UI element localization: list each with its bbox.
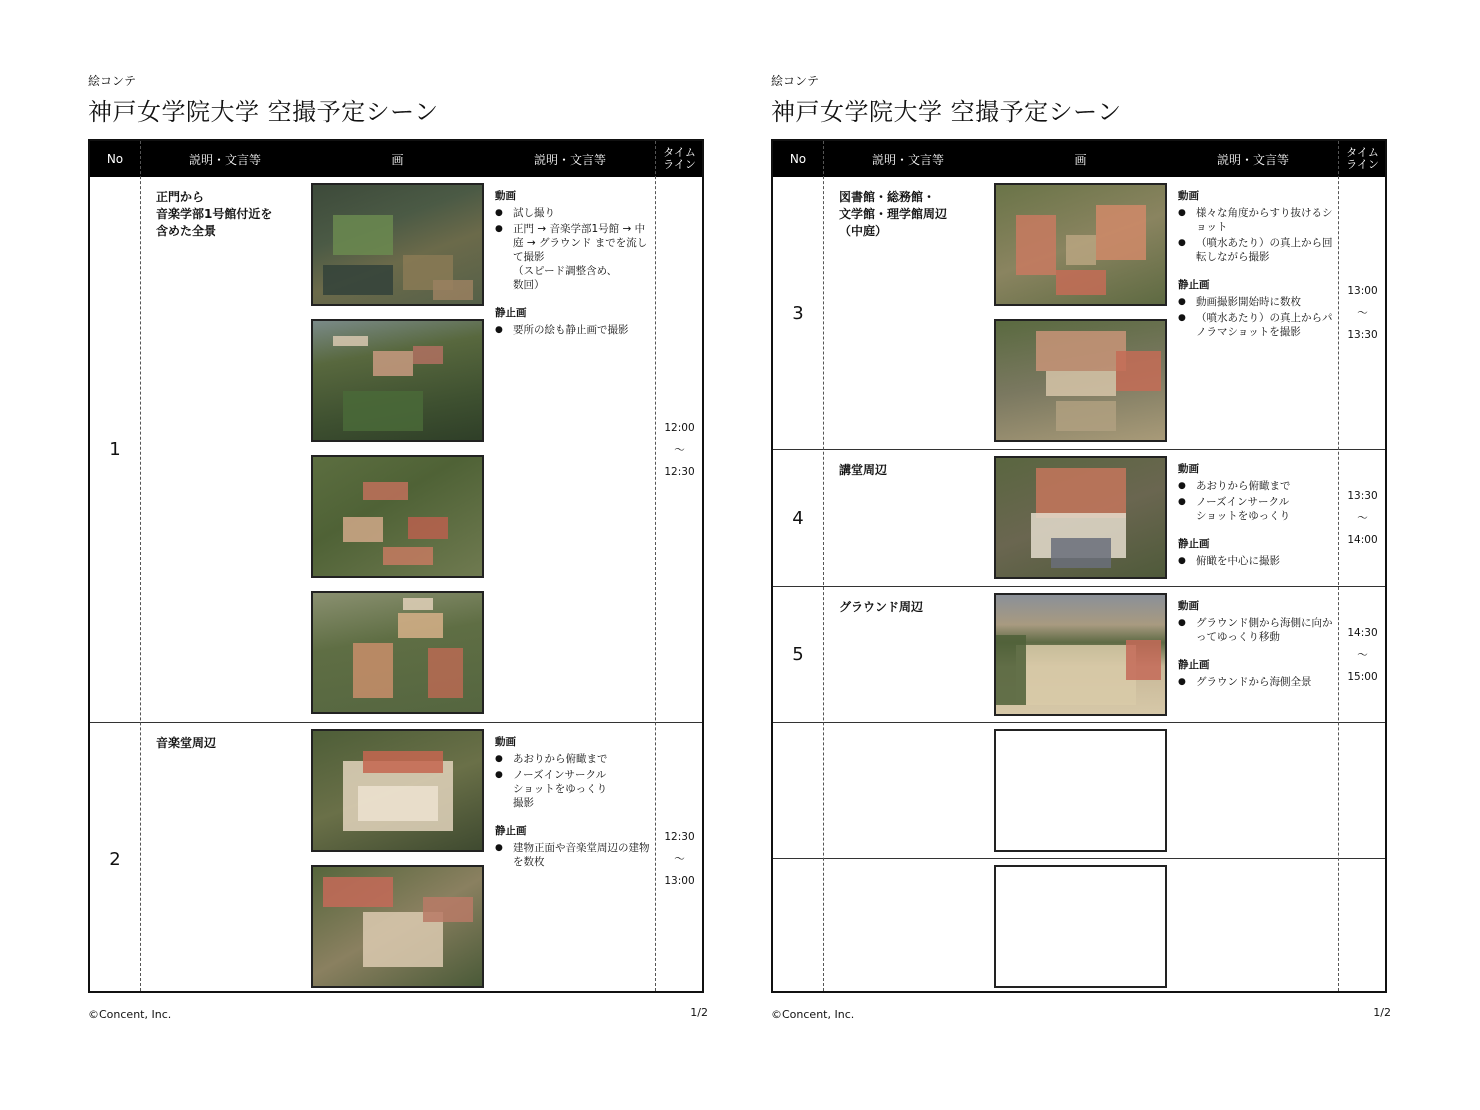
photo-detail <box>343 517 383 542</box>
notes-section-title: 動画 <box>1178 190 1199 202</box>
photo-detail <box>333 336 368 346</box>
storyboard-table <box>88 139 704 993</box>
shot-notes <box>1178 462 1333 582</box>
photo-detail <box>1056 270 1106 295</box>
scene-description: 図書館・総務館・ 文学館・理学館周辺 （中庭） <box>839 190 948 238</box>
timeline-end: 13:00 <box>664 875 695 887</box>
photo-detail <box>358 786 438 821</box>
notes-item: ● 要所の絵も静止画で撮影 <box>495 323 650 337</box>
aerial-photo-thumbnail <box>994 183 1167 306</box>
aerial-photo-thumbnail <box>311 183 484 306</box>
doc-title: 神戸女学院大学 空撮予定シーン <box>771 98 1122 126</box>
photo-detail <box>333 215 393 255</box>
notes-section-title: 動画 <box>1178 463 1199 475</box>
col-header-no: No <box>789 152 807 166</box>
aerial-photo-thumbnail <box>311 455 484 578</box>
storyboard-page-2 <box>771 0 1391 1110</box>
timeline-end: 12:30 <box>664 465 695 478</box>
photo-detail <box>343 391 423 431</box>
notes-item: ● 動画撮影開始時に数枚 <box>1178 295 1333 309</box>
row-number <box>773 859 823 995</box>
notes-item: ● 試し撮り <box>495 206 650 220</box>
notes-item: ● ノーズインサークル ショットをゆっくり <box>1178 495 1333 523</box>
row-number: 1 <box>109 439 121 460</box>
timeline-sep: ～ <box>674 443 685 456</box>
table-row <box>773 450 1385 587</box>
notes-section-title: 静止画 <box>495 825 527 837</box>
aerial-photo-thumbnail <box>311 729 484 852</box>
timeline-start: 13:30 <box>1347 490 1378 502</box>
table-row <box>773 177 1385 450</box>
aerial-photo-thumbnail <box>994 593 1167 716</box>
row-number: 3 <box>792 302 804 324</box>
col-header-notes: 説明・文言等 <box>1216 152 1289 167</box>
row-number <box>773 723 823 858</box>
timeline-cell <box>1338 859 1387 995</box>
photo-detail <box>323 265 393 295</box>
notes-item: ● 建物正面や音楽堂周辺の建物を数枚 <box>495 841 650 869</box>
photo-detail <box>1016 645 1136 705</box>
col-header-no: No <box>106 152 124 166</box>
page-number: 1/2 <box>1373 1006 1391 1019</box>
notes-list <box>495 841 650 869</box>
aerial-photo-thumbnail <box>994 456 1167 579</box>
row-number: 2 <box>109 848 121 870</box>
notes-list <box>1178 675 1333 689</box>
col-header-notes: 説明・文言等 <box>533 152 606 167</box>
row-number: 5 <box>792 644 804 665</box>
photo-detail <box>383 547 433 565</box>
timeline-cell <box>655 177 704 722</box>
table-row <box>90 177 702 723</box>
shot-notes <box>1178 599 1333 703</box>
col-header-timeline: タイム ライン <box>1346 146 1379 171</box>
notes-list <box>1178 616 1333 644</box>
notes-list <box>1178 206 1333 264</box>
photo-detail <box>353 643 393 698</box>
timeline-end: 13:30 <box>1347 329 1378 341</box>
photo-detail <box>1066 235 1096 265</box>
photo-detail <box>1056 401 1116 431</box>
notes-item: ● あおりから俯瞰まで <box>495 752 650 766</box>
timeline-start: 12:30 <box>664 831 695 843</box>
notes-section-title: 静止画 <box>1178 538 1210 550</box>
notes-item: ● 様々な角度からすり抜けるショット <box>1178 206 1333 234</box>
photo-detail <box>363 482 408 500</box>
notes-section-title: 静止画 <box>1178 279 1210 291</box>
notes-list <box>1178 479 1333 523</box>
empty-image-frame <box>994 865 1167 988</box>
photo-detail <box>363 751 443 773</box>
notes-section-title: 静止画 <box>1178 659 1210 671</box>
doc-title: 神戸女学院大学 空撮予定シーン <box>88 98 439 126</box>
photo-detail <box>1096 205 1146 260</box>
notes-item: ● グラウンドから海側全景 <box>1178 675 1333 689</box>
timeline-cell <box>1338 177 1387 449</box>
photo-detail <box>1036 468 1126 518</box>
column-divider <box>655 141 656 991</box>
timeline-sep: ～ <box>1357 307 1368 319</box>
photo-detail <box>398 613 443 638</box>
photo-detail <box>373 351 413 376</box>
notes-section-title: 動画 <box>495 736 516 748</box>
notes-item: ● グラウンド側から海側に向かってゆっくり移動 <box>1178 616 1333 644</box>
row-number: 4 <box>792 507 804 529</box>
doc-label: 絵コンテ <box>88 74 137 88</box>
notes-item: ● （噴水あたり）の真上からパノラマショットを撮影 <box>1178 311 1333 339</box>
col-header-image: 画 <box>391 152 404 167</box>
timeline-sep: ～ <box>1357 648 1368 661</box>
notes-item: ● あおりから俯瞰まで <box>1178 479 1333 493</box>
timeline-cell <box>1338 587 1387 722</box>
column-divider <box>140 141 141 991</box>
photo-detail <box>1046 371 1116 396</box>
timeline-cell <box>1338 723 1387 858</box>
col-header-timeline: タイム ライン <box>663 146 696 171</box>
notes-section-title: 動画 <box>495 190 516 202</box>
timeline-start: 12:00 <box>664 421 695 434</box>
photo-detail <box>996 635 1026 705</box>
notes-item: ● （噴水あたり）の真上から回転しながら撮影 <box>1178 236 1333 264</box>
scene-description: 正門から 音楽学部1号館付近を 含めた全景 <box>156 190 273 238</box>
table-row <box>773 723 1385 859</box>
timeline-end: 15:00 <box>1347 670 1378 683</box>
notes-item: ● 正門 → 音楽学部1号館 → 中庭 → グラウンド までを流して撮影 （スピード調整含め、 数回） <box>495 222 650 292</box>
timeline-start: 13:00 <box>1347 285 1378 297</box>
shot-notes <box>495 189 650 351</box>
notes-list <box>1178 295 1333 339</box>
photo-detail <box>433 280 473 300</box>
photo-detail <box>1116 351 1161 391</box>
aerial-photo-thumbnail <box>994 319 1167 442</box>
scene-description: グラウンド周辺 <box>839 600 924 614</box>
photo-detail <box>1126 640 1161 680</box>
column-divider <box>823 141 824 991</box>
col-header-image: 画 <box>1074 152 1087 167</box>
notes-item: ● ノーズインサークル ショットをゆっくり 撮影 <box>495 768 650 810</box>
doc-label: 絵コンテ <box>771 74 820 88</box>
scene-description: 音楽堂周辺 <box>156 736 217 750</box>
table-row <box>773 587 1385 723</box>
aerial-photo-thumbnail <box>311 319 484 442</box>
photo-detail <box>1016 215 1056 275</box>
photo-detail <box>428 648 463 698</box>
aerial-photo-thumbnail <box>311 591 484 714</box>
timeline-cell <box>1338 450 1387 586</box>
empty-image-frame <box>994 729 1167 852</box>
notes-list <box>1178 554 1333 568</box>
notes-section-title: 静止画 <box>495 307 527 319</box>
timeline-start: 14:30 <box>1347 626 1378 639</box>
timeline-cell <box>655 723 704 995</box>
storyboard-page-1 <box>88 0 708 1110</box>
photo-detail <box>423 897 473 922</box>
shot-notes <box>495 735 650 883</box>
timeline-sep: ～ <box>674 853 685 865</box>
col-header-description: 説明・文言等 <box>871 152 944 167</box>
notes-section-title: 動画 <box>1178 600 1199 612</box>
table-header <box>90 141 702 177</box>
timeline-end: 14:00 <box>1347 534 1378 546</box>
table-header <box>773 141 1385 177</box>
table-row <box>773 859 1385 995</box>
notes-list <box>495 323 650 337</box>
photo-detail <box>408 517 448 539</box>
storyboard-table <box>771 139 1387 993</box>
aerial-photo-thumbnail <box>311 865 484 988</box>
page-number: 1/2 <box>690 1006 708 1019</box>
col-header-description: 説明・文言等 <box>188 152 261 167</box>
shot-notes <box>1178 189 1333 353</box>
photo-detail <box>403 598 433 610</box>
timeline-sep: ～ <box>1357 512 1368 524</box>
photo-detail <box>413 346 443 364</box>
photo-detail <box>323 877 393 907</box>
copyright: ©Concent, Inc. <box>88 1008 172 1021</box>
notes-list <box>495 752 650 810</box>
column-divider <box>1338 141 1339 991</box>
photo-detail <box>1036 331 1126 371</box>
scene-description: 講堂周辺 <box>839 463 888 477</box>
notes-item: ● 俯瞰を中心に撮影 <box>1178 554 1333 568</box>
notes-list <box>495 206 650 292</box>
table-row <box>90 723 702 995</box>
photo-detail <box>1051 538 1111 568</box>
copyright: ©Concent, Inc. <box>771 1008 855 1021</box>
